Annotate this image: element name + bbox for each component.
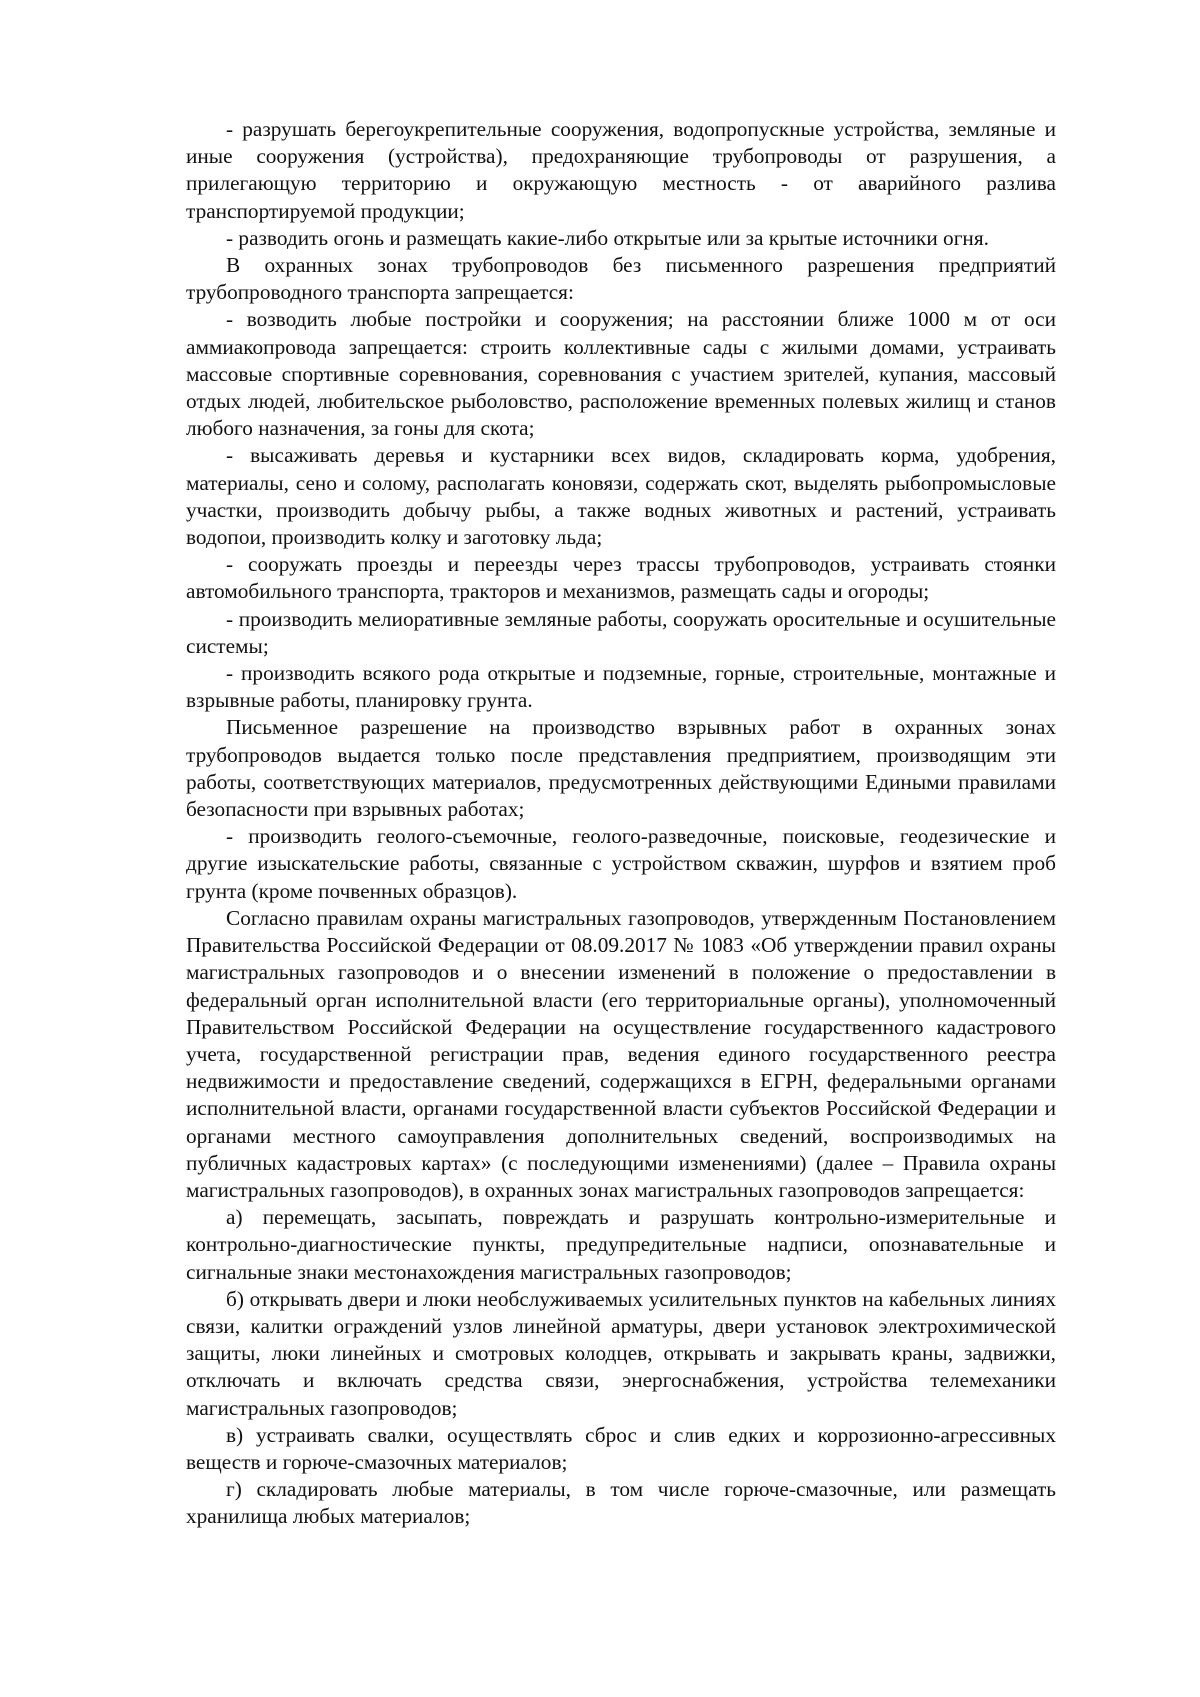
paragraph: - производить мелиоративные земляные работы, сооружать оросительные и осушительные системы;	[186, 606, 1056, 658]
paragraph: - разводить огонь и размещать какие-либо открытые или за крытые источники огня.	[226, 225, 989, 250]
paragraph: в) устраивать свалки, осуществлять сброс и слив едких и коррозионно-агрессивных веществ и горюче-смазочных материалов;	[186, 1422, 1056, 1474]
paragraph: б) открывать двери и люки необслуживаемых усилительных пунктов на кабельных линиях связи, калитки ограждений узлов линейной арматуры, двери установок электрохимической защиты, люки линейных и смотровых колодцев, открывать и закрывать краны, задвижки, отключать и включать средства связи, энергоснабжения, устройства телемеханики магистральных газопроводов;	[186, 1286, 1056, 1420]
paragraph: - сооружать проезды и переезды через трассы трубопроводов, устраивать стоянки автомобильного транспорта, тракторов и механизмов, размещать сады и огороды;	[186, 552, 1056, 604]
paragraph: - производить всякого рода открытые и подземные, горные, строительные, монтажные и взрывные работы, планировку грунта.	[186, 661, 1056, 713]
paragraph: - возводить любые постройки и сооружения; на расстоянии ближе 1000 м от оси аммиакопровода запрещается: строить коллективные сады с жилыми домами, устраивать массовые спортивные соревнования, соревнования с участием зрителей, купания, массовый отдых людей, любительское рыболовство, расположение временных полевых жилищ и станов любого назначения, за гоны для скота;	[186, 307, 1056, 441]
document-page	[186, 116, 1056, 1531]
paragraph: а) перемещать, засыпать, повреждать и разрушать контрольно-измерительные и контрольно-диагностические пункты, предупредительные надписи, опознавательные и сигнальные знаки местонахождения магистральных газопроводов;	[186, 1205, 1056, 1284]
paragraph: - производить геолого-съемочные, геолого-разведочные, поисковые, геодезические и другие изыскательские работы, связанные с устройством скважин, шурфов и взятием проб грунта (кроме почвенных образцов).	[186, 824, 1056, 903]
paragraph: г) складировать любые материалы, в том числе горюче-смазочные, или размещать хранилища любых материалов;	[186, 1477, 1056, 1529]
paragraph: - высаживать деревья и кустарники всех видов, складировать корма, удобрения, материалы, сено и солому, располагать коновязи, содержать скот, выделять рыбопромысловые участки, производить добычу рыбы, а также водных животных и растений, устраивать водопои, производить колку и заготовку льда;	[186, 443, 1056, 550]
paragraph: В охранных зонах трубопроводов без письменного разрешения предприятий трубопроводного транспорта запрещается:	[186, 253, 1056, 305]
paragraph: - разрушать берегоукрепительные сооружения, водопропускные устройства, земляные и иные сооружения (устройства), предохраняющие трубопроводы от разрушения, а прилегающую территорию и окружающую местность - от аварийного разлива транспортируемой продукции;	[186, 117, 1056, 223]
paragraph: Согласно правилам охраны магистральных газопроводов, утвержденным Постановлением Правительства Российской Федерации от 08.09.2017 № 1083 «Об утверждении правил охраны магистральных газопроводов и о внесении изменений в положение о предоставлении в федеральный орган исполнительной власти (его территориальные органы), уполномоченный Правительством Российской Федерации на осуществление государственного кадастрового учета, государственной регистрации прав, ведения единого государственного реестра недвижимости и предоставление сведений, содержащихся в ЕГРН, федеральными органами исполнительной власти, органами государственной власти субъектов Российской Федерации и органами местного самоуправления дополнительных сведений, воспроизводимых на публичных кадастровых картах» (с последующими изменениями) (далее – Правила охраны магистральных газопроводов), в охранных зонах магистральных газопроводов запрещается:	[186, 905, 1056, 1202]
paragraph: Письменное разрешение на производство взрывных работ в охранных зонах трубопроводов выдается только после представления предприятием, производящим эти работы, соответствующих материалов, предусмотренных действующими Едиными правилами безопасности при взрывных работах;	[186, 715, 1056, 822]
